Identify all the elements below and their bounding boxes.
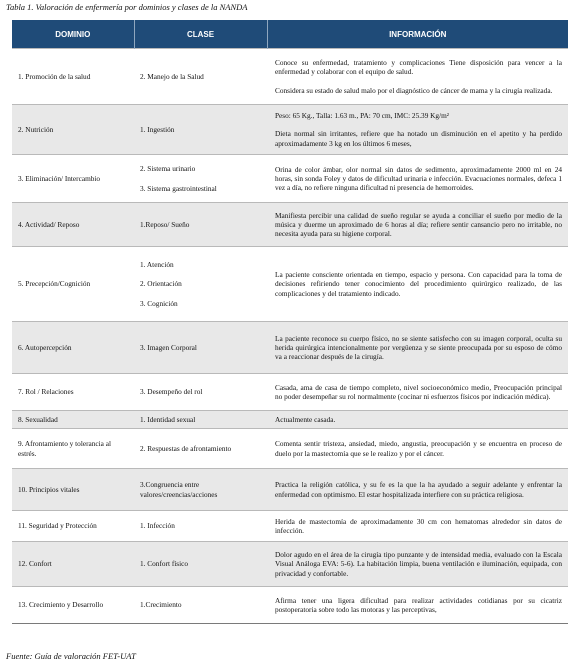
cell-dominio: 2. Nutrición (12, 105, 134, 155)
table-row (12, 587, 568, 624)
cell-dominio: 11. Seguridad y Protección (12, 511, 134, 542)
header-dominio: DOMINIO (12, 20, 134, 49)
info-paragraph: La paciente reconoce su cuerpo físico, no se siente satisfecho con su imagen corporal, oculta su herida quirúrgica intencionalmente por vergüenza y se siente preocupada por su esposo de cómo va a reaccionar después de la cirugía. (275, 333, 562, 362)
clase-item: 2. Orientación (140, 279, 182, 289)
cell-clase (134, 247, 267, 322)
cell-dominio: 5. Precepción/Cognición (12, 247, 134, 322)
info-paragraph: Orina de color ámbar, olor normal sin datos de sedimento, aproximadamente 2000 ml en 24 horas, sin sonda Foley y datos de dificultad urinaria e infección. Evacuaciones normales, defeca 1 vez a día, no refiere ninguna dificultad ni presencia de hemorroides. (275, 164, 562, 193)
cell-informacion (267, 105, 568, 155)
clase-item: 2. Manejo de la Salud (140, 71, 204, 81)
clase-item: 1.Crecimiento (140, 600, 182, 610)
cell-clase (134, 429, 267, 469)
clase-item: 1. Ingestión (140, 124, 175, 134)
cell-informacion (267, 203, 568, 247)
clase-item: 3. Sistema gastrointestinal (140, 183, 217, 193)
table-source: Fuente: Guía de valoración FET-UAT (6, 651, 136, 661)
table-row (12, 542, 568, 587)
cell-dominio: 10. Principios vitales (12, 469, 134, 511)
table-body (12, 49, 568, 624)
cell-informacion (267, 429, 568, 469)
info-paragraph: Afirma tener una ligera dificultad para realizar actividades cotidianas por su cicatriz postoperatoria sobre todo las motoras y las perceptivas, (275, 595, 562, 614)
table-row (12, 155, 568, 203)
cell-clase (134, 511, 267, 542)
cell-informacion (267, 374, 568, 411)
table-row (12, 105, 568, 155)
cell-clase (134, 469, 267, 511)
cell-clase (134, 374, 267, 411)
table-row (12, 429, 568, 469)
clase-item: 2. Respuestas de afrontamiento (140, 443, 232, 453)
clase-item: 3. Cognición (140, 298, 178, 308)
table-row (12, 411, 568, 429)
cell-informacion (267, 322, 568, 374)
cell-dominio: 13. Crecimiento y Desarrollo (12, 587, 134, 624)
cell-clase (134, 542, 267, 587)
cell-clase (134, 155, 267, 203)
header-informacion: INFORMACIÓN (267, 20, 568, 49)
cell-dominio: 6. Autopercepción (12, 322, 134, 374)
cell-dominio: 4. Actividad/ Reposo (12, 203, 134, 247)
table-row (12, 374, 568, 411)
cell-dominio: 12. Confort (12, 542, 134, 587)
header-clase: CLASE (134, 20, 267, 49)
cell-clase (134, 203, 267, 247)
cell-informacion (267, 247, 568, 322)
table-row (12, 511, 568, 542)
clase-item: 1. Identidad sexual (140, 414, 196, 424)
table-row (12, 247, 568, 322)
cell-clase (134, 49, 267, 105)
info-paragraph: Peso: 65 Kg., Talla: 1.63 m., PA: 70 cm, IMC: 25.39 Kg/m² (275, 111, 449, 121)
table-header-row (12, 20, 568, 49)
cell-clase (134, 105, 267, 155)
cell-clase (134, 322, 267, 374)
cell-informacion (267, 49, 568, 105)
info-paragraph: Herida de mastectomía de aproximadamente 30 cm con hematomas alrededor sin datos de infección. (275, 516, 562, 535)
cell-informacion (267, 155, 568, 203)
clase-item: 1. Infección (140, 521, 175, 531)
cell-dominio: 1. Promoción de la salud (12, 49, 134, 105)
cell-dominio: 7. Rol / Relaciones (12, 374, 134, 411)
clase-item: 3. Imagen Corporal (140, 342, 197, 352)
nursing-assessment-table (12, 20, 568, 624)
table-row (12, 49, 568, 105)
table-row (12, 322, 568, 374)
clase-item: 2. Sistema urinario (140, 164, 196, 174)
table-caption: Tabla 1. Valoración de enfermería por dominios y clases de la NANDA (6, 2, 248, 12)
clase-item: 3. Desempeño del rol (140, 387, 203, 397)
info-paragraph: Considera su estado de salud malo por el diagnóstico de cáncer de mama y la cirugía realizada. (275, 85, 553, 95)
info-paragraph: Manifiesta percibir una calidad de sueño regular se ayuda a conciliar el sueño por medio de la música y duerme un aproximado de 6 horas al día; refiere sentir cansancio pero no irritable, no necesita ayuda para su higiene corporal. (275, 210, 562, 239)
info-paragraph: Actualmente casada. (275, 414, 336, 424)
cell-dominio: 8. Sexualidad (12, 411, 134, 429)
info-paragraph: Comenta sentir tristeza, ansiedad, miedo, angustia, preocupación y se encuentra en proceso de duelo por la mastectomía que se le realizo y por el cáncer. (275, 439, 562, 458)
info-paragraph: Dolor agudo en el área de la cirugía tipo punzante y de intensidad media, evaluado con la Escala Visual Análoga EVA: 5-6). La habitación limpia, buena ventilación e iluminación, equipada, con privacidad y confortable. (275, 550, 562, 578)
table-row (12, 203, 568, 247)
info-paragraph: Practica la religión católica, y su fe es la que la ha ayudado a seguir adelante y enfrentar la enfermedad con optimismo. El estar hospitalizada interfiere con su práctica religiosa. (275, 480, 562, 499)
clase-item: 1.Reposo/ Sueño (140, 219, 190, 229)
clase-item: 1. Confort físico (140, 559, 189, 569)
cell-informacion (267, 587, 568, 624)
cell-clase (134, 587, 267, 624)
cell-informacion (267, 511, 568, 542)
cell-informacion (267, 469, 568, 511)
cell-informacion (267, 411, 568, 429)
cell-dominio: 9. Afrontamiento y tolerancia al estrés. (12, 429, 134, 469)
info-paragraph: La paciente consciente orientada en tiempo, espacio y persona. Con capacidad para la toma de decisiones refiriendo tener conocimiento del procedimiento quirúrgico realizado, de las complicaciones y del tratamiento indicado. (275, 270, 562, 298)
clase-item: 1. Atención (140, 260, 174, 270)
cell-informacion (267, 542, 568, 587)
clase-item: 3.Congruencia entre valores/creencias/acciones (140, 480, 218, 499)
table-row (12, 469, 568, 511)
info-paragraph: Conoce su enfermedad, tratamiento y complicaciones Tiene disposición para vencer a la enfermedad y colaborar con el equipo de salud. (275, 58, 562, 77)
info-paragraph: Dieta normal sin irritantes, refiere que ha notado un disminución en el apetito y ha perdido aproximadamente 3 kg en los últimos 6 meses, (275, 129, 562, 148)
cell-clase (134, 411, 267, 429)
cell-dominio: 3. Eliminación/ Intercambio (12, 155, 134, 203)
info-paragraph: Casada, ama de casa de tiempo completo, nivel socioeconómico medio, Preocupación principal no poder desempeñar su rol normalmente (cocinar ni esfuerzos físicos por indicación médica). (275, 382, 562, 401)
